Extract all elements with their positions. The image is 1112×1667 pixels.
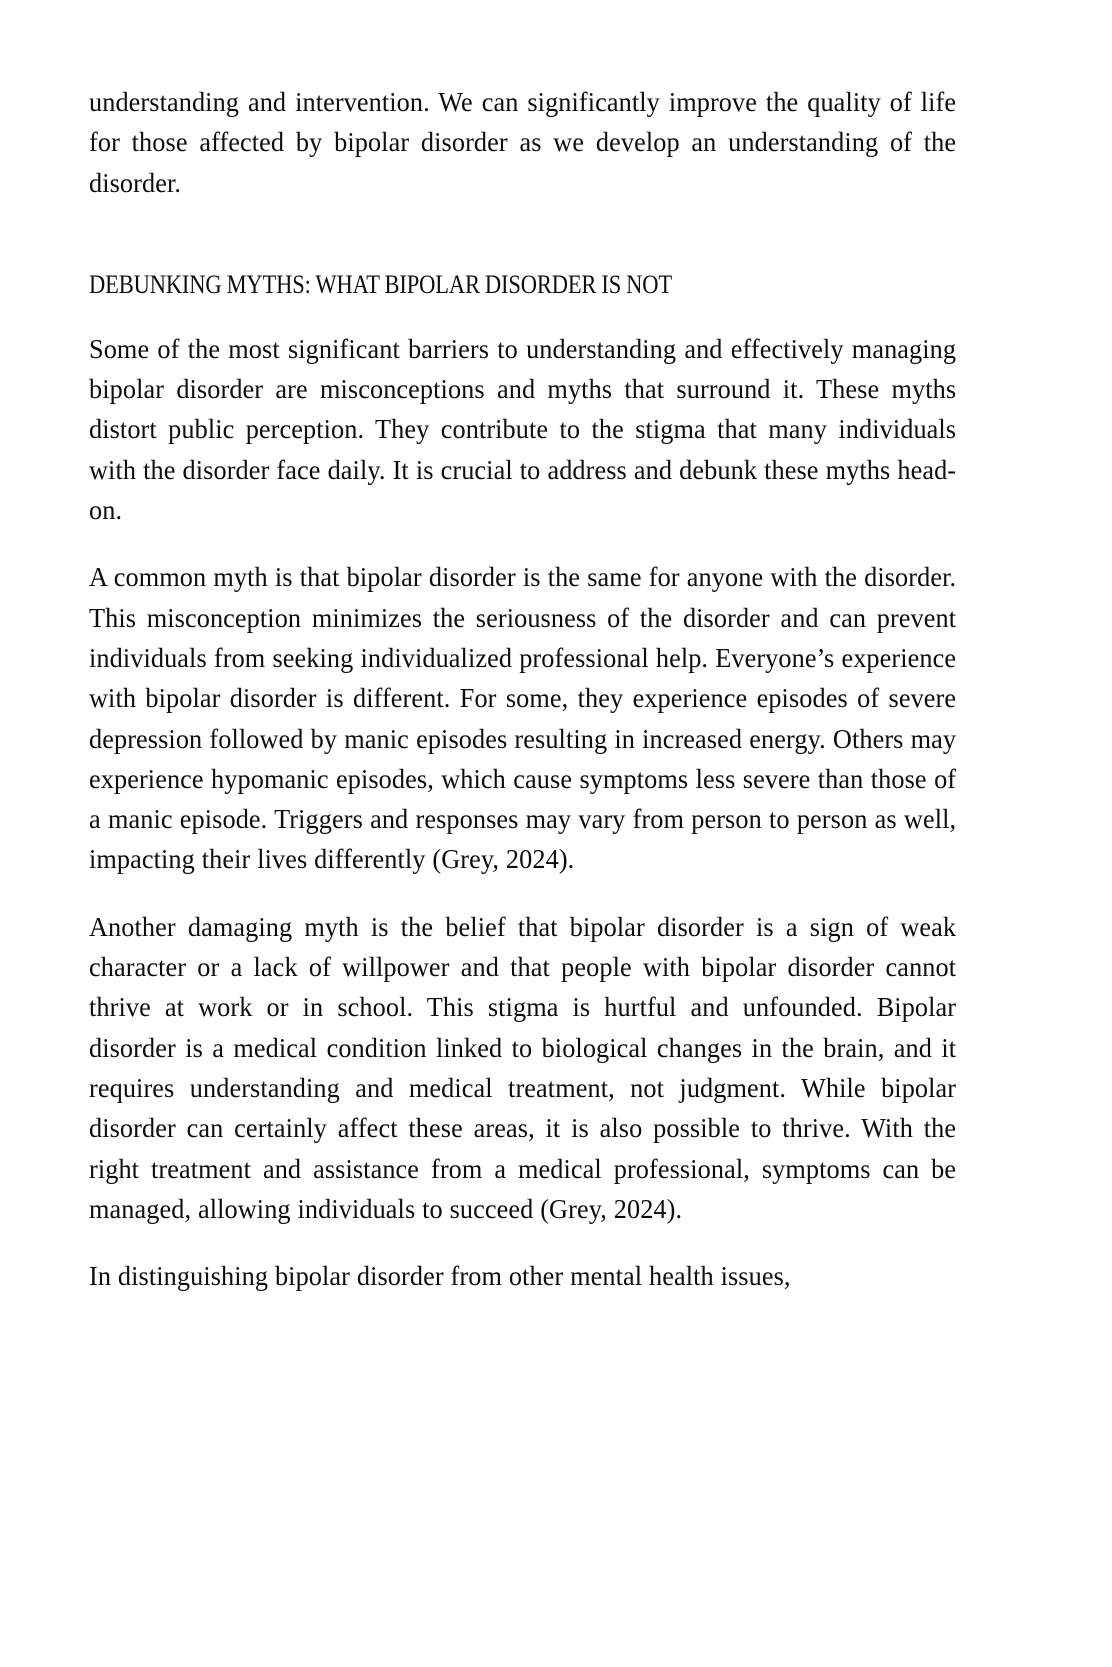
section-heading: DEBUNKING MYTHS: WHAT BIPOLAR DISORDER IS NOT xyxy=(89,269,672,299)
page-content-column xyxy=(89,82,957,1296)
continued-paragraph: understanding and intervention. We can significantly improve the quality of life for those affected by bipolar disorder as we develop an understanding of the disorder. xyxy=(89,86,957,198)
body-paragraph-2: A common myth is that bipolar disorder is the same for anyone with the disorder. This misconception minimizes the seriousness of the disorder and can prevent individuals from seeking individualized professional help. Everyone’s experience with bipolar disorder is different. For some, they experience episodes of severe depression followed by manic episodes resulting in increased energy. Others may experience hypomanic episodes, which cause symptoms less severe than those of a manic episode. Triggers and responses may vary from person to person as well, impacting their lives differently (Grey, 2024). xyxy=(89,561,957,875)
body-paragraph-1: Some of the most significant barriers to understanding and effectively managing bipolar disorder are misconceptions and myths that surround it. These myths distort public perception. They contribute to the stigma that many individuals with the disorder face daily. It is crucial to address and debunk these myths head-on. xyxy=(89,332,957,526)
body-paragraph-3: Another damaging myth is the belief that bipolar disorder is a sign of weak character or a lack of willpower and that people with bipolar disorder cannot thrive at work or in school. This stigma is hurtful and unfounded. Bipolar disorder is a medical condition linked to biological changes in the brain, and it requires understanding and medical treatment, not judgment. While bipolar disorder can certainly affect these areas, it is also possible to thrive. With the right treatment and assistance from a medical professional, symptoms can be managed, allowing individuals to succeed (Grey, 2024). xyxy=(89,910,957,1224)
heading-spacer xyxy=(89,230,957,266)
body-paragraph-4-orphan-line: In distinguishing bipolar disorder from other mental health issues, xyxy=(89,1260,791,1292)
